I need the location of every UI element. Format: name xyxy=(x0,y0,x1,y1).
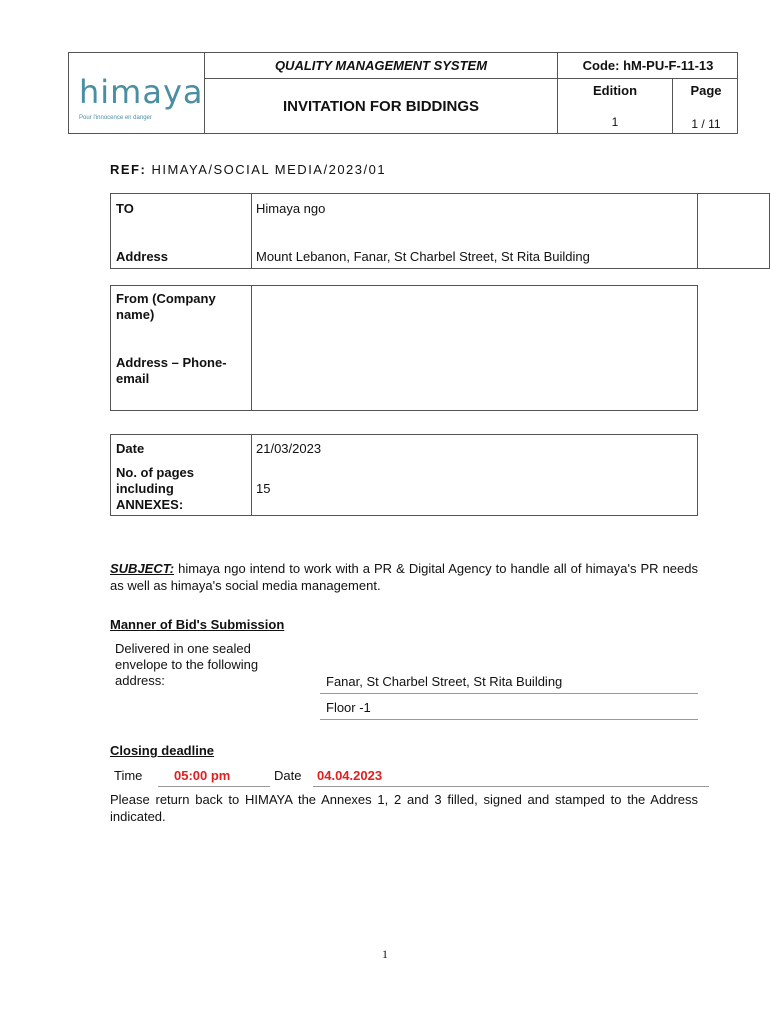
to-table xyxy=(110,193,770,269)
from-company-label: From (Company name) xyxy=(116,291,216,322)
date-table xyxy=(110,434,698,516)
date-value-deadline: 04.04.2023 xyxy=(317,768,383,783)
address-value: Mount Lebanon, Fanar, St Charbel Street, St Rita Building xyxy=(256,249,590,264)
document-code: Code: hM-PU-F-11-13 xyxy=(582,58,714,73)
time-value: 05:00 pm xyxy=(174,768,231,783)
document-header xyxy=(68,52,738,134)
system-title: QUALITY MANAGEMENT SYSTEM xyxy=(274,58,488,73)
from-table xyxy=(110,285,698,411)
deadline-title: Closing deadline xyxy=(110,743,215,758)
reference-line xyxy=(110,162,386,177)
address-label: Address xyxy=(116,249,169,264)
page-label: Page xyxy=(690,83,722,98)
subject-text: himaya ngo intend to work with a PR & Digital Agency to handle all of himaya's PR needs as well as himaya's social media management. xyxy=(110,561,698,593)
ref-value: HIMAYA/SOCIAL MEDIA/2023/01 xyxy=(151,162,387,177)
date-label: Date xyxy=(116,441,145,456)
logo-text: himaya xyxy=(79,73,204,111)
address-line-1: Fanar, St Charbel Street, St Rita Building xyxy=(320,674,698,694)
manner-text: Delivered in one sealed envelope to the following address: xyxy=(115,641,259,688)
date-value: 21/03/2023 xyxy=(256,441,322,456)
time-label: Time xyxy=(114,768,143,783)
address-line-2: Floor -1 xyxy=(320,700,698,720)
from-company-field[interactable] xyxy=(253,288,693,406)
from-address-label: Address – Phone-email xyxy=(116,355,227,386)
edition-label: Edition xyxy=(592,83,638,98)
to-label: TO xyxy=(116,201,134,216)
pages-label: No. of pages including ANNEXES: xyxy=(116,465,195,512)
ref-label: REF: xyxy=(110,162,147,177)
subject-label: SUBJECT: xyxy=(110,561,175,576)
logo-tagline: Pour l'innocence en danger xyxy=(79,115,152,121)
page-number: 1 xyxy=(382,947,388,961)
subject-paragraph xyxy=(110,560,698,594)
himaya-logo xyxy=(73,69,204,125)
page-value: 1 / 11 xyxy=(691,117,721,131)
pages-value: 15 xyxy=(256,481,271,496)
manner-title: Manner of Bid's Submission xyxy=(110,617,285,632)
return-note: Please return back to HIMAYA the Annexes 1, 2 and 3 filled, signed and stamped to the Address indicated. xyxy=(110,792,698,824)
date-label-deadline: Date xyxy=(274,768,302,783)
to-value: Himaya ngo xyxy=(256,201,326,216)
deadline-row xyxy=(110,766,710,788)
edition-value: 1 xyxy=(611,115,619,129)
document-title: INVITATION FOR BIDDINGS xyxy=(282,98,480,115)
